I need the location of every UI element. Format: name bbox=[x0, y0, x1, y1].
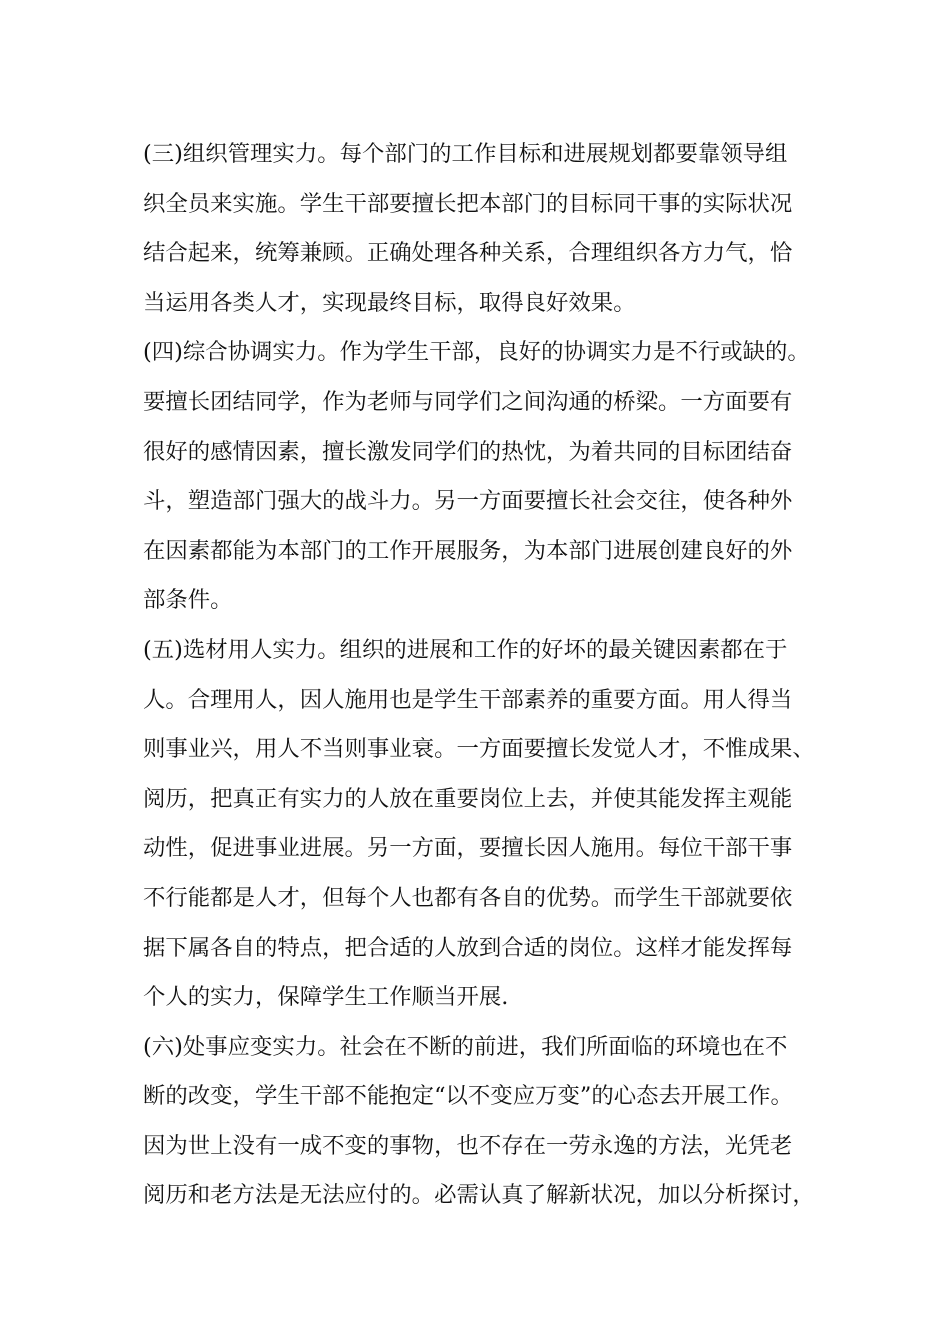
text-line: 个人的实力，保障学生工作顺当开展. bbox=[143, 984, 509, 1011]
text-line: 结合起来，统筹兼顾。正确处理各种关系，合理组织各方力气，恰 bbox=[143, 240, 793, 267]
text-line: 阅历，把真正有实力的人放在重要岗位上去，并使其能发挥主观能 bbox=[143, 785, 793, 812]
text-line: 断的改变，学生干部不能抱定“以不变应万变”的心态去开展工作。 bbox=[143, 1083, 793, 1110]
text-line: 因为世上没有一成不变的事物，也不存在一劳永逸的方法，光凭老 bbox=[143, 1132, 793, 1159]
text-line: 在因素都能为本部门的工作开展服务，为本部门进展创建良好的外 bbox=[143, 537, 793, 564]
text-line: 人。合理用人，因人施用也是学生干部素养的重要方面。用人得当 bbox=[143, 686, 793, 713]
text-line: (三)组织管理实力。每个部门的工作目标和进展规划都要靠领导组 bbox=[143, 141, 788, 167]
text-line: 斗，塑造部门强大的战斗力。另一方面要擅长社会交往，使各种外 bbox=[143, 488, 793, 515]
text-line: 织全员来实施。学生干部要擅长把本部门的目标同干事的实际状况 bbox=[143, 190, 793, 217]
text-line: 要擅长团结同学，作为老师与同学们之间沟通的桥梁。一方面要有 bbox=[143, 388, 793, 415]
text-line: 则事业兴，用人不当则事业衰。一方面要擅长发觉人才，不惟成果、 bbox=[143, 736, 815, 763]
text-line: 据下属各自的特点，把合适的人放到合适的岗位。这样才能发挥每 bbox=[143, 934, 793, 961]
text-line: (五)选材用人实力。组织的进展和工作的好坏的最关键因素都在于 bbox=[143, 636, 788, 663]
document-body bbox=[143, 130, 843, 1221]
text-line: (六)处事应变实力。社会在不断的前进，我们所面临的环境也在不 bbox=[143, 1033, 788, 1060]
text-line: 动性，促进事业进展。另一方面，要擅长因人施用。每位干部干事 bbox=[143, 835, 793, 862]
text-line: (四)综合协调实力。作为学生干部，良好的协调实力是不行或缺的。 bbox=[143, 339, 810, 366]
text-line: 阅历和老方法是无法应付的。必需认真了解新状况，加以分析探讨， bbox=[143, 1182, 815, 1209]
text-line: 部条件。 bbox=[143, 587, 233, 614]
text-line: 当运用各类人才，实现最终目标，取得良好效果。 bbox=[143, 289, 636, 316]
text-line: 不行能都是人才，但每个人也都有各自的优势。而学生干部就要依 bbox=[143, 884, 793, 911]
text-line: 很好的感情因素，擅长激发同学们的热忱，为着共同的目标团结奋 bbox=[143, 438, 793, 465]
